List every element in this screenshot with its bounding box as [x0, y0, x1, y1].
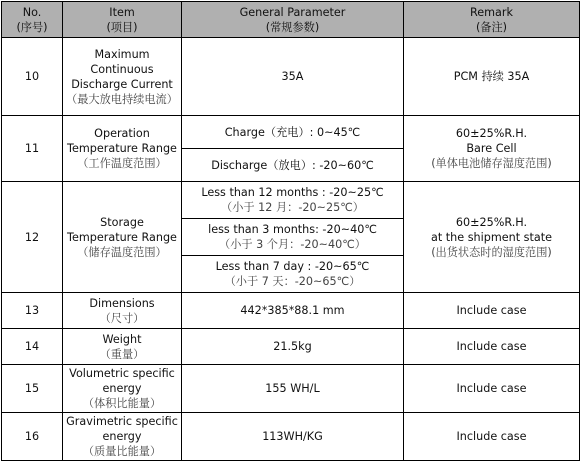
- cell-remark: Include case: [404, 329, 580, 365]
- cell-item: [63, 182, 182, 293]
- spec-table: [1, 1, 580, 461]
- item-label-en: Operation Temperature Range: [67, 127, 177, 155]
- cell-remark: Include case: [404, 413, 580, 461]
- param-line: less than 3 months: -20~40℃: [208, 223, 377, 236]
- header-param-en: General Parameter: [239, 5, 346, 19]
- table-row: [2, 293, 580, 329]
- cell-item: [63, 293, 182, 329]
- cell-param: 113WH/KG: [182, 413, 404, 461]
- cell-no: 12: [2, 182, 63, 293]
- cell-param: [182, 182, 404, 219]
- cell-no: 13: [2, 293, 63, 329]
- cell-param: Discharge（放电）: -20~60℃: [182, 149, 404, 182]
- item-label-cn: （重量）: [99, 347, 145, 361]
- remark-line: 60±25%R.H.: [455, 215, 528, 229]
- cell-item: [63, 38, 182, 116]
- table-row: [2, 413, 580, 461]
- cell-no: 15: [2, 365, 63, 413]
- table-row: [2, 38, 580, 116]
- table-row: [2, 329, 580, 365]
- item-label-en: Volumetric specific energy: [69, 367, 175, 395]
- remark-line: Bare Cell: [466, 142, 517, 155]
- header-no-en: No.: [22, 5, 42, 19]
- cell-param: 155 WH/L: [182, 365, 404, 413]
- header-param: [182, 2, 404, 38]
- header-remark-en: Remark: [470, 5, 513, 19]
- cell-remark: [404, 182, 580, 293]
- table-row: [2, 182, 580, 219]
- item-label-cn: （最大放电持续电流）: [66, 92, 178, 106]
- cell-no: 16: [2, 413, 63, 461]
- item-label-en: Gravimetric specific energy: [66, 415, 178, 443]
- item-label-en: Maximum Continuous Discharge Current: [71, 47, 173, 91]
- header-remark-cn: (备注): [475, 20, 508, 34]
- item-label-en: Weight: [102, 332, 142, 346]
- table-row: [2, 365, 580, 413]
- cell-item: [63, 413, 182, 461]
- remark-line-cn: (出货状态时的湿度范围): [431, 245, 552, 259]
- table-header: [2, 2, 580, 38]
- remark-line-cn: (单体电池储存湿度范围): [431, 157, 552, 170]
- item-label-en: Storage Temperature Range: [67, 215, 177, 244]
- param-line-cn: （小于 7 天：-20~65℃）: [224, 275, 361, 288]
- header-item: [63, 2, 182, 38]
- header-no: [2, 2, 63, 38]
- item-label-en: Dimensions: [89, 296, 155, 310]
- cell-item: [63, 116, 182, 182]
- item-label-cn: （体积比能量）: [82, 397, 162, 410]
- remark-line: 60±25%R.H.: [455, 127, 528, 140]
- item-label-cn: （质量比能量）: [82, 445, 162, 458]
- cell-no: 14: [2, 329, 63, 365]
- param-line: Less than 7 day : -20~65℃: [215, 260, 370, 273]
- param-line: Less than 12 months : -20~25℃: [201, 186, 384, 199]
- cell-remark: [404, 116, 580, 182]
- item-label-cn: （工作温度范围）: [77, 157, 167, 170]
- param-line-cn: （小于 12 月：-20~25℃）: [221, 201, 364, 214]
- cell-remark: Include case: [404, 365, 580, 413]
- cell-param: [182, 219, 404, 256]
- remark-line: at the shipment state: [431, 230, 552, 244]
- item-label-cn: （储存温度范围）: [77, 245, 167, 259]
- header-item-cn: (项目): [106, 20, 138, 34]
- header-remark: [404, 2, 580, 38]
- header-row: [2, 2, 580, 38]
- header-item-en: Item: [109, 5, 135, 19]
- cell-item: [63, 329, 182, 365]
- table-row: [2, 116, 580, 149]
- cell-remark: PCM 持续 35A: [404, 38, 580, 116]
- header-param-cn: (常规参数): [265, 20, 320, 34]
- cell-param: 442*385*88.1 mm: [182, 293, 404, 329]
- cell-no: 11: [2, 116, 63, 182]
- cell-item: [63, 365, 182, 413]
- cell-remark: Include case: [404, 293, 580, 329]
- item-label-cn: （尺寸）: [99, 311, 145, 325]
- cell-param: Charge（充电）: 0~45℃: [182, 116, 404, 149]
- cell-param: 21.5kg: [182, 329, 404, 365]
- param-line-cn: （小于 3 个月：-20~40℃）: [219, 238, 366, 251]
- cell-no: 10: [2, 38, 63, 116]
- cell-param: [182, 256, 404, 293]
- header-no-cn: (序号): [16, 20, 48, 34]
- cell-param: 35A: [182, 38, 404, 116]
